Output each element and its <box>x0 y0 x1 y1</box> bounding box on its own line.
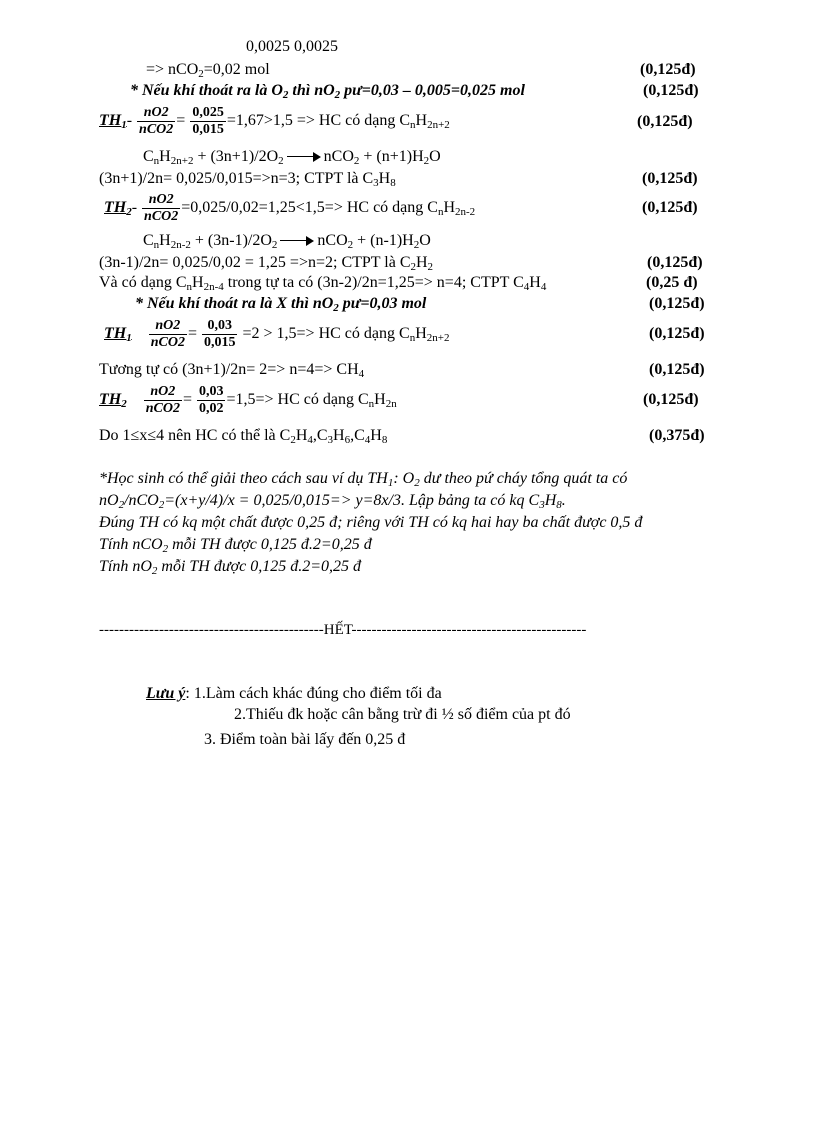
reaction-arrow <box>287 152 321 162</box>
points-2: (0,125đ) <box>643 82 699 99</box>
note-alternative-method: *Học sinh có thể giải theo cách sau ví dụ $TH_1$: $O_2$ dư theo pứ cháy tổng quát ta có <box>99 470 628 489</box>
mole-values: 0,0025 0,0025 <box>246 38 338 55</box>
th2-label: $TH_2$ <box>99 391 127 410</box>
points-5: (0,125đ) <box>642 199 698 216</box>
points-1: (0,125đ) <box>640 61 696 78</box>
points-11: (0,125đ) <box>643 391 699 408</box>
value-fraction: $\frac{0,025}{0,015}$ <box>192 104 224 137</box>
luu-y-label: Lưu ý <box>146 685 186 702</box>
reaction-arrow <box>280 236 314 246</box>
note-scoring-case: Đúng TH có kq một chất được 0,25 đ; riêng với TH có kq hai hay ba chất được 0,5 đ <box>99 514 643 531</box>
points-10: (0,125đ) <box>649 361 705 378</box>
combustion-equation-2: $C_nH_{2n-2} + (3n-1)/2O_2$ $nCO_2 + (n-1)H_2O$ <box>143 232 431 251</box>
combustion-equation-1: $C_nH_{2n+2} + (3n+1)/2O_2$ $nCO_2 + (n+1)H_2O$ <box>143 148 441 167</box>
points-7: (0,25 đ) <box>646 274 698 291</box>
alkene-result: Do 1≤x≤4 nên HC có thể là $C_2H_4,C_3H_6,C_4H_8$ <box>99 427 388 446</box>
value-fraction: $\frac{0,03}{0,02}$ <box>198 383 224 416</box>
ch4-result: Tương tự có $(3n+1)/2n= 2=> n=4=> CH_4$ <box>99 361 365 380</box>
ratio-fraction: $\frac{nO2}{\text{nCO2}}$ <box>150 317 185 350</box>
th2-case-a: $TH_2-$ $\frac{nO2}{\text{nCO2}}$ =0,025/0,02=1,25<1,5=> HC có dạng $C_nH_{2n-2}$ <box>104 191 476 224</box>
note-item-3: 3. Điểm toàn bài lấy đến 0,25 đ <box>204 731 406 748</box>
note-item-2: 2.Thiếu đk hoặc cân bằng trừ đi ½ số điểm của pt đó <box>234 706 571 723</box>
ratio-fraction: $\frac{nO2}{\text{nCO2}}$ <box>145 383 180 416</box>
th1-label: $TH_1$ <box>99 112 127 131</box>
note-item-1: Lưu ý: 1.Làm cách khác đúng cho điểm tối đa <box>146 685 442 702</box>
c2h2-result: (3n-1)/2n= 0,025/0,02 = 1,25 =>n=2; CTPT là $C_2H_2$ <box>99 254 434 273</box>
ratio-fraction: $\frac{nO2}{\text{nCO2}}$ <box>144 191 179 224</box>
note-scoring-no2: Tính $nO_2$ mỗi TH được 0,125 đ.2=0,25 đ <box>99 558 362 577</box>
points-6: (0,125đ) <box>647 254 703 271</box>
th2-label: $TH_2$ <box>104 199 132 218</box>
case-o2-heading: * Nếu khí thoát ra là $O_2$ thì $nO_2$ pư=0,03 – 0,005=0,025 mol <box>130 82 525 101</box>
points-12: (0,375đ) <box>649 427 705 444</box>
th1-case-b: $TH_1$ $\frac{nO2}{\text{nCO2}}$ = $\frac{0,03}{0,015}$ =2 > 1,5=> HC có dạng $C_nH_{2n+2}$ <box>104 317 450 350</box>
points-3: (0,125đ) <box>637 113 693 130</box>
note-scoring-nco2: Tính nCO$_2$ mỗi TH được 0,125 đ.2=0,25 đ <box>99 536 372 555</box>
points-9: (0,125đ) <box>649 325 705 342</box>
th1-case-a: $TH_1-$ $\frac{nO2}{\text{nCO2}}$ = $\frac{0,025}{0,015}$ =1,67>1,5 => HC có dạng $C_nH_{2n+2}$ <box>99 104 450 137</box>
points-8: (0,125đ) <box>649 295 705 312</box>
note-formula: $nO_2/nCO_2=(x+y/4)/x = 0,025/0,015=> y=8x/3$. Lập bảng ta có kq $C_3H_8$. <box>99 492 566 511</box>
th1-label: $TH_1$ <box>104 325 132 344</box>
points-4: (0,125đ) <box>642 170 698 187</box>
nco2-result: => nCO$_2$=0,02 mol <box>146 61 270 80</box>
value-fraction: $\frac{0,03}{0,015}$ <box>203 317 236 350</box>
th2-case-b: $TH_2$ $\frac{nO2}{\text{nCO2}}$ = $\frac{0,03}{0,02}$ =1,5=> HC có dạng $C_nH_{2n}$ <box>99 383 397 416</box>
case-x-heading: * Nếu khí thoát ra là X thì $nO_2$ pư=0,03 mol <box>135 295 427 314</box>
c3h8-result: (3n+1)/2n= 0,025/0,015=>n=3; CTPT là $C_3H_8$ <box>99 170 396 189</box>
ratio-fraction: $\frac{nO2}{\text{nCO2}}$ <box>139 104 174 137</box>
c4h4-result: Và có dạng $C_nH_{2n-4}$ trong tự ta có (3n-2)/2n=1,25=> n=4; CTPT $C_4H_4$ <box>99 274 547 293</box>
end-divider: ---------------------------------------------HẾT----------------------------------------------- <box>99 622 587 638</box>
